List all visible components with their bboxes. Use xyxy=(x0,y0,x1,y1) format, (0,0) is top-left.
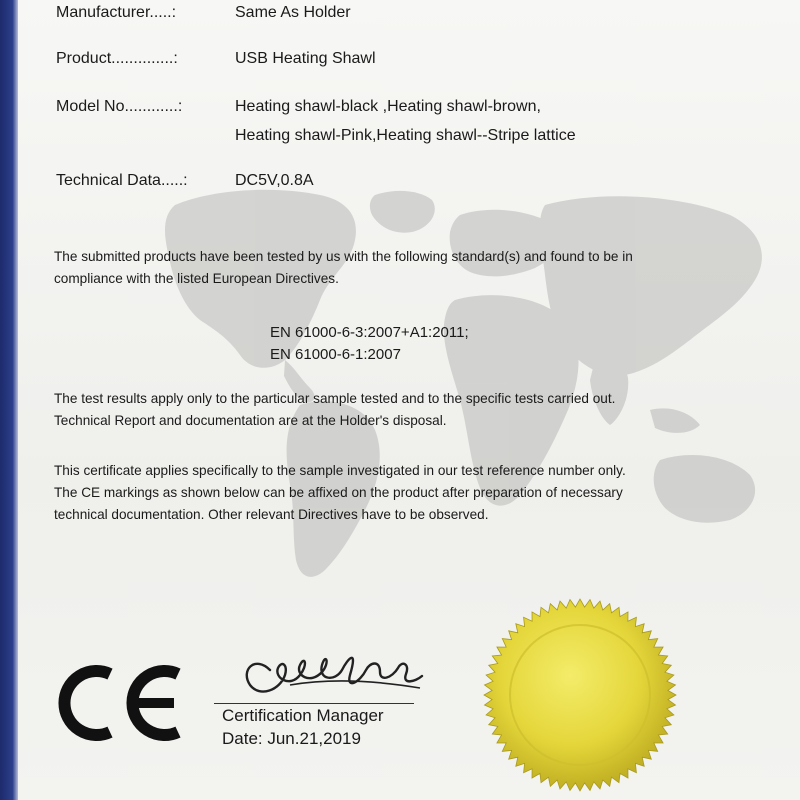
technical-data-value: DC5V,0.8A xyxy=(235,172,314,189)
signer-title: Certification Manager xyxy=(222,706,384,725)
compliance-line-1: The submitted products have been tested by us with the following standard(s) and found to be in xyxy=(54,249,633,264)
applies-line-3: technical documentation. Other relevant Directives have to be observed. xyxy=(54,507,489,522)
signature-icon xyxy=(230,630,430,705)
results-line-2: Technical Report and documentation are at the Holder's disposal. xyxy=(54,413,447,428)
product-label: Product..............: xyxy=(56,50,178,67)
gold-seal-icon xyxy=(470,595,690,795)
standard-item-2: EN 61000-6-1:2007 xyxy=(270,346,401,363)
ce-mark-icon xyxy=(58,660,188,746)
model-no-label: Model No............: xyxy=(56,98,183,115)
standard-item-1: EN 61000-6-3:2007+A1:2011; xyxy=(270,324,469,341)
results-paragraph xyxy=(54,388,784,432)
manufacturer-value: Same As Holder xyxy=(235,4,351,21)
model-no-value-line-1: Heating shawl-black ,Heating shawl-brown, xyxy=(235,98,541,115)
applies-paragraph xyxy=(54,460,784,526)
signature-line xyxy=(214,703,414,704)
results-line-1: The test results apply only to the particular sample tested and to the specific tests carried out. xyxy=(54,391,616,406)
manufacturer-label: Manufacturer.....: xyxy=(56,4,177,21)
standards-list xyxy=(270,322,469,366)
applies-line-2: The CE markings as shown below can be affixed on the product after preparation of necessary xyxy=(54,485,623,500)
model-no-value-line-2: Heating shawl-Pink,Heating shawl--Stripe lattice xyxy=(235,127,576,144)
certificate-date: Date: Jun.21,2019 xyxy=(222,729,361,748)
technical-data-label: Technical Data.....: xyxy=(56,172,188,189)
product-value: USB Heating Shawl xyxy=(235,50,376,67)
compliance-paragraph xyxy=(54,246,784,290)
compliance-line-2: compliance with the listed European Directives. xyxy=(54,271,339,286)
applies-line-1: This certificate applies specifically to the sample investigated in our test reference number only. xyxy=(54,463,626,478)
